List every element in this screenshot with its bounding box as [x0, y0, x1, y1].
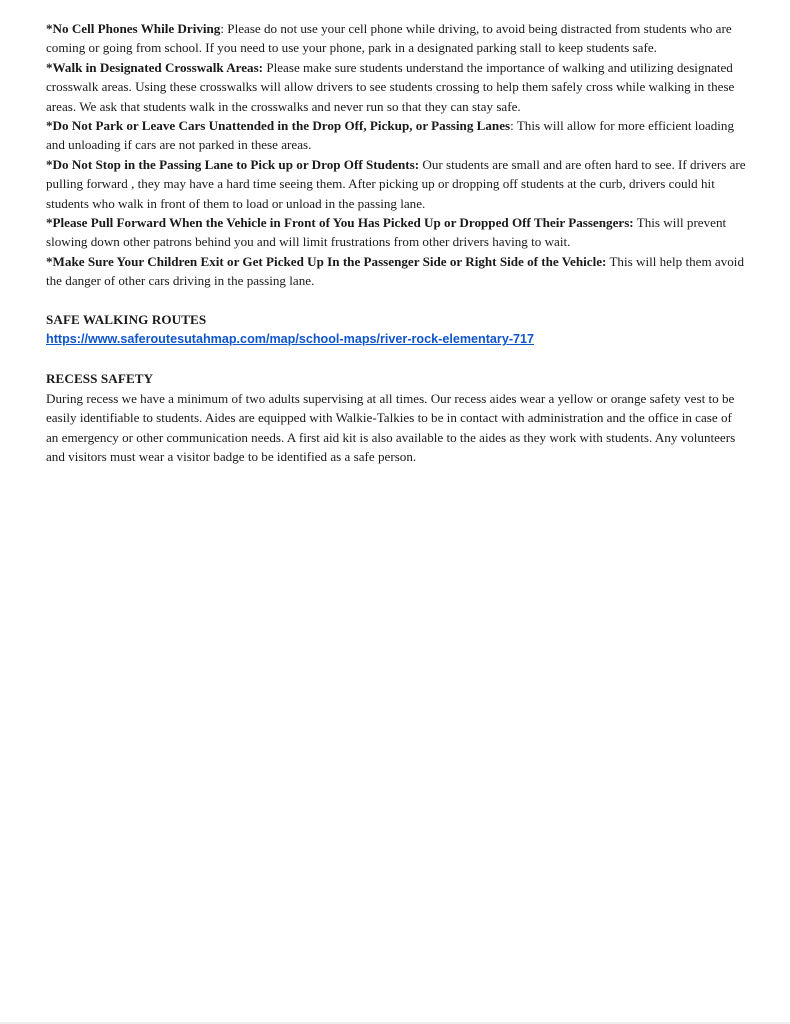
- rule-text: Please do not use your cell phone while driving, to avoid being distracted from students who are coming or going from school. If you need to use your phone, park in a designated parking stall to keep students safe.: [46, 21, 732, 56]
- rule-no-cell-phones: [46, 19, 746, 58]
- recess-safety-heading: RECESS SAFETY: [46, 371, 154, 387]
- document-page: [46, 19, 746, 466]
- rule-title: *Walk in Designated Crosswalk Areas:: [46, 59, 264, 75]
- spacer: [46, 291, 746, 310]
- rule-text: Our students are small and are often hard to see. If drivers are pulling forward , they may have a hard time seeing them. After picking up or dropping off students at the curb, drivers could hit students who walk in front of them to load or unload in the passing lane.: [46, 156, 746, 211]
- safe-walking-routes-heading: SAFE WALKING ROUTES: [46, 312, 207, 328]
- rule-title: *Please Pull Forward When the Vehicle in Front of You Has Picked Up or Dropped Off Their Passengers:: [46, 215, 634, 231]
- rule-crosswalk: [46, 58, 746, 116]
- recess-safety-text: During recess we have a minimum of two adults supervising at all times. Our recess aides wear a yellow or orange safety vest to be easily identifiable to students. Aides are equipped with Walkie-Talkies to be in contact with administration and the office in case of an emergency or other communication needs. A first aid kit is also available to the aides as they work with students. Any volunteers and visitors must wear a visitor badge to be identified as a safe person.: [46, 390, 736, 464]
- rule-no-parking: [46, 116, 746, 155]
- safe-routes-map-link[interactable]: https://www.saferoutesutahmap.com/map/school-maps/river-rock-elementary-717: [46, 332, 535, 347]
- spacer: [46, 350, 746, 369]
- rule-text: This will help them avoid the danger of other cars driving in the passing lane.: [46, 253, 744, 289]
- rule-text: This will prevent slowing down other patrons behind you and will limit frustrations from other drivers having to wait.: [46, 215, 727, 250]
- rule-pull-forward: [46, 213, 746, 252]
- rule-title: *Do Not Park or Leave Cars Unattended in the Drop Off, Pickup, or Passing Lanes: [46, 118, 511, 134]
- rule-separator: :: [510, 118, 517, 134]
- rule-no-stop-passing-lane: [46, 155, 746, 213]
- rule-title: *Do Not Stop in the Passing Lane to Pick up or Drop Off Students:: [46, 156, 420, 172]
- rule-title: *Make Sure Your Children Exit or Get Picked Up In the Passenger Side or Right Side of the Vehicle:: [46, 253, 607, 269]
- rule-text: This will allow for more efficient loading and unloading if cars are not parked in these areas.: [46, 118, 735, 153]
- rule-separator: :: [220, 21, 228, 36]
- rule-title: *No Cell Phones While Driving: [46, 21, 221, 36]
- rule-passenger-side: [46, 252, 746, 291]
- rule-text: Please make sure students understand the importance of walking and utilizing designated crosswalk areas. Using these crosswalks will allow drivers to see students crossing to help them safely cross while walking in these areas. We ask that students walk in the crosswalks and never run so that they can stay safe.: [46, 59, 735, 114]
